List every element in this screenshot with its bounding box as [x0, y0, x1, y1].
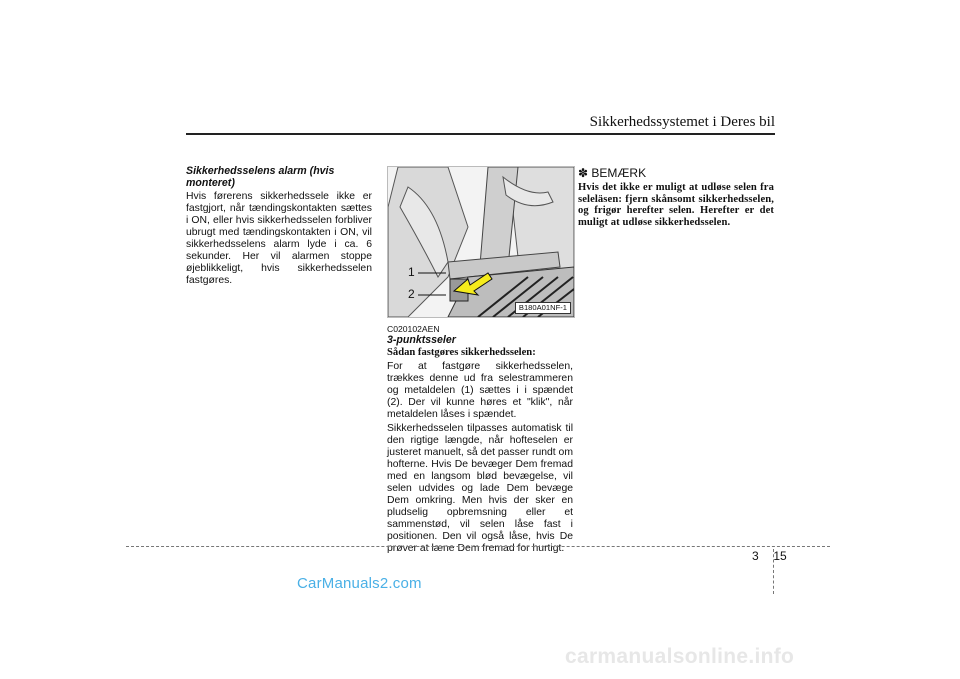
fasten-paragraph-2: Sikkerhedsselen tilpasses automatisk til den rigtige længde, når hofteselen er justeret manuelt, så det passer rundt om hofterne. Hvis De bevæger Dem fremad med en langsom blød bevægelse, vil selen udvides og lade Dem bevæge Dem omkring. Men hvis der sker en pludselig opbremsning eller et sammenstød, vil selen låse fast i positionen. Den vil også låse, hvis De prøver at læne Dem fremad for hurtigt.	[387, 423, 573, 554]
note-asterisk-icon: ✽	[578, 166, 589, 180]
callout-2: 2	[408, 287, 415, 301]
three-point-heading: 3-punktsseler	[387, 334, 456, 346]
page-number-value: 15	[773, 549, 787, 563]
note-title	[578, 166, 774, 180]
chapter-number: 3	[752, 549, 759, 563]
note-body: Hvis det ikke er muligt at udløse selen fra seleläsen: fjern skånsomt sikkerhedsselen, og frigør herefter selen. Herefter er det muligt at udløse sikkerhedsselen.	[578, 182, 774, 228]
column-alarm	[186, 165, 372, 287]
page-number	[752, 549, 792, 563]
alarm-body: Hvis førerens sikkerhedssele ikke er fastgjort, når tændingskontakten sættes i ON, eller hvis sikkerhedsselen forbliver ubrugt med tændingskontakten i ON, vil sikkerhedsselens alarm lyde i ca. 6 sekunder. Her vil alarmen stoppe øjeblikkeligt, hvis sikkerhedsselen fastgøres.	[186, 191, 372, 286]
alarm-heading: Sikkerhedsselens alarm (hvis monteret)	[186, 165, 335, 189]
figure-code: B180A01NF-1	[515, 302, 571, 314]
fasten-paragraph-1: For at fastgøre sikkerhedsselen, trækkes denne ud fra selestrammeren og metaldelen (1) sættes i i spændet (2). Der vil kunne høres et "klik", når metaldelen låses i spændet.	[387, 361, 573, 420]
watermark-carmanuals2[interactable]: CarManuals2.com	[297, 575, 422, 592]
fasten-subheading: Sådan fastgøres sikkerhedsselen:	[387, 347, 536, 358]
watermark-carmanualsonline[interactable]: carmanualsonline.info	[565, 645, 795, 668]
header-title: Sikkerhedssystemet i Deres bil	[589, 114, 775, 130]
section-code: C020102AEN	[387, 324, 440, 334]
seatbelt-illustration	[387, 166, 575, 318]
column-three-point	[387, 166, 573, 555]
callout-1: 1	[408, 265, 415, 279]
footer-rule	[126, 546, 830, 547]
note-title-text: BEMÆRK	[591, 166, 647, 180]
header-rule	[186, 133, 775, 135]
seatbelt-drawing	[388, 167, 574, 317]
column-note	[578, 166, 774, 228]
